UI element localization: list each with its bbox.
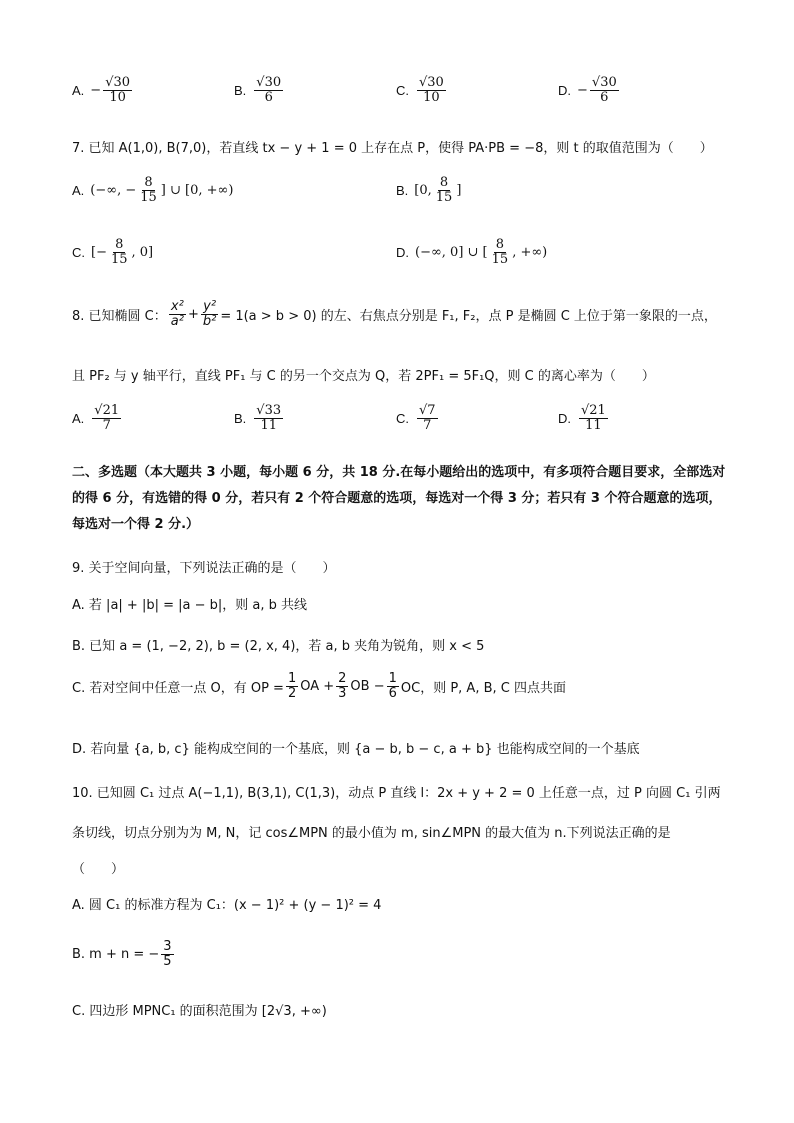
fraction (254, 404, 283, 434)
denominator: 7 (423, 418, 432, 434)
numerator: 3 (163, 939, 172, 954)
minus-sign: − (577, 83, 588, 99)
numerator: 8 (439, 175, 449, 190)
numerator: x² (170, 299, 184, 314)
q9-option-a: A. 若 |a| + |b| = |a − b|，则 a, b 共线 (72, 598, 307, 613)
q8-stem-line1 (72, 300, 717, 330)
interval-start: [0, (414, 183, 432, 199)
q8-option-c (396, 404, 440, 434)
q10-stem-line2: 条切线，切点分别为为 M, N，记 cos∠MPN 的最小值为 m, sin∠MPN 的最大值为 n.下列说法正确的是 (72, 826, 671, 841)
numerator: √7 (419, 403, 436, 418)
fraction (92, 404, 121, 434)
option-label: B. (396, 183, 409, 199)
numerator: 1 (287, 671, 297, 686)
q6-option-a (72, 76, 134, 106)
interval-end: , +∞) (512, 245, 548, 261)
q8-option-a (72, 404, 123, 434)
q10-stem-line3: （ ） (72, 862, 125, 877)
numerator: √30 (105, 75, 131, 90)
option-label: C. (396, 83, 409, 99)
q7-option-d (396, 238, 547, 268)
numerator: 1 (388, 671, 397, 686)
denominator: 7 (102, 418, 111, 434)
interval-end: ] ∪ [0, +∞) (160, 183, 234, 199)
stem-end: = 1(a > b > 0) 的左、右焦点分别是 F₁, F₂，点 P 是椭圆 C 上位于第一象限的一点， (220, 309, 717, 325)
option-label: B. (234, 83, 247, 99)
denominator: 6 (600, 90, 609, 106)
q10-stem-line1: 10. 已知圆 C₁ 过点 A(−1,1), B(3,1), C(1,3)，动点 P 直线 l：2x + y + 2 = 0 上任意一点，过 P 向圆 C₁ 引两 (72, 786, 721, 801)
fraction (103, 76, 132, 106)
fraction (590, 76, 619, 106)
fraction (434, 176, 455, 206)
q9-option-d: D. 若向量 {a, b, c} 能构成空间的一个基底，则 {a − b, b − c, a + b} 也能构成空间的一个基底 (72, 742, 640, 757)
denominator: 15 (110, 252, 128, 268)
option-label: C. (396, 411, 409, 427)
denominator: 10 (423, 90, 440, 106)
fraction (286, 672, 298, 702)
q10-option-b (72, 940, 176, 970)
q6-option-c (396, 76, 448, 106)
denominator: 11 (585, 418, 602, 434)
denominator: 15 (491, 252, 509, 268)
option-c-start: C. 若对空间中任意一点 O，有 OP = (72, 681, 284, 697)
q9-option-b: B. 已知 a = (1, −2, 2), b = (2, x, 4)，若 a, b 夹角为锐角，则 x < 5 (72, 639, 485, 654)
minus-sign: − (90, 83, 102, 99)
denominator: 2 (287, 686, 297, 702)
section-heading: 二、多选题（本大题共 3 小题，每小题 6 分，共 18 分.在每小题给出的选项中，有多项符合题目要求，全部选对的得 6 分，有选错的得 0 分，若只有 2 个符合题意的选项，每选对一个得 3 分；若只有 3 个符合题意的选项，每选对一个得 2 分.） (72, 465, 726, 532)
numerator: y² (203, 299, 217, 314)
option-label: D. (558, 83, 571, 99)
numerator: √33 (256, 403, 282, 418)
q10-option-c: C. 四边形 MPNC₁ 的面积范围为 [2√3, +∞) (72, 1004, 327, 1019)
denominator: 6 (388, 686, 397, 702)
denominator: 10 (109, 90, 126, 106)
option-label: D. (396, 245, 409, 261)
numerator: 8 (115, 237, 124, 252)
q8-option-b (234, 404, 285, 434)
fraction (138, 176, 159, 206)
fraction (417, 76, 446, 106)
q6-option-d (558, 76, 621, 106)
option-label: C. (72, 245, 85, 261)
denominator: 5 (163, 954, 172, 970)
stem-start: 8. 已知椭圆 C： (72, 309, 167, 325)
fraction (387, 672, 399, 702)
interval-start: (−∞, − (90, 183, 137, 199)
fraction (490, 238, 511, 268)
numerator: 8 (495, 237, 505, 252)
interval-start: [− (91, 245, 107, 261)
denominator: b² (202, 314, 217, 330)
denominator: 3 (338, 686, 347, 702)
denominator: 11 (260, 418, 277, 434)
q6-option-b (234, 76, 285, 106)
fraction (579, 404, 608, 434)
fraction-x (169, 300, 186, 330)
fraction (254, 76, 283, 106)
q7-stem: 7. 已知 A(1,0), B(7,0)，若直线 tx − y + 1 = 0 上存在点 P，使得 PA·PB = −8，则 t 的取值范围为（ ） (72, 141, 713, 156)
numerator: 8 (144, 175, 153, 190)
q8-stem-line2: 且 PF₂ 与 y 轴平行，直线 PF₁ 与 C 的另一个交点为 Q，若 2PF₁ = 5F₁Q，则 C 的离心率为（ ） (72, 369, 655, 384)
interval-end: ] (456, 183, 462, 199)
denominator: 15 (435, 190, 453, 206)
numerator: 2 (338, 671, 347, 686)
q8-option-d (558, 404, 610, 434)
option-label: A. (72, 411, 85, 427)
plus-sign: + (187, 307, 199, 323)
q7-option-a (72, 176, 233, 206)
vector-term: OC，则 P, A, B, C 四点共面 (400, 681, 566, 697)
q10-option-a: A. 圆 C₁ 的标准方程为 C₁：(x − 1)² + (y − 1)² = 4 (72, 898, 382, 913)
q7-option-b (396, 176, 461, 206)
option-label: D. (558, 411, 571, 427)
fraction-y (201, 300, 218, 330)
q7-option-c (72, 238, 153, 268)
numerator: √30 (419, 75, 444, 90)
numerator: √21 (581, 403, 606, 418)
vector-term: OA + (300, 679, 335, 695)
denominator: a² (170, 314, 184, 330)
fraction (417, 404, 438, 434)
q9-stem: 9. 关于空间向量，下列说法正确的是（ ） (72, 561, 336, 576)
denominator: 15 (140, 190, 157, 206)
denominator: 6 (264, 90, 273, 106)
option-label: A. (72, 83, 85, 99)
q9-option-c (72, 672, 566, 702)
numerator: √30 (591, 75, 617, 90)
numerator: √30 (256, 75, 282, 90)
option-b-start: B. m + n = − (72, 947, 160, 963)
option-label: A. (72, 183, 85, 199)
numerator: √21 (94, 403, 120, 418)
vector-term: OB − (350, 679, 385, 695)
interval-start: (−∞, 0] ∪ [ (415, 245, 488, 261)
fraction (336, 672, 348, 702)
fraction (109, 238, 130, 268)
fraction (161, 940, 173, 970)
option-label: B. (234, 411, 247, 427)
interval-end: , 0] (131, 245, 154, 261)
